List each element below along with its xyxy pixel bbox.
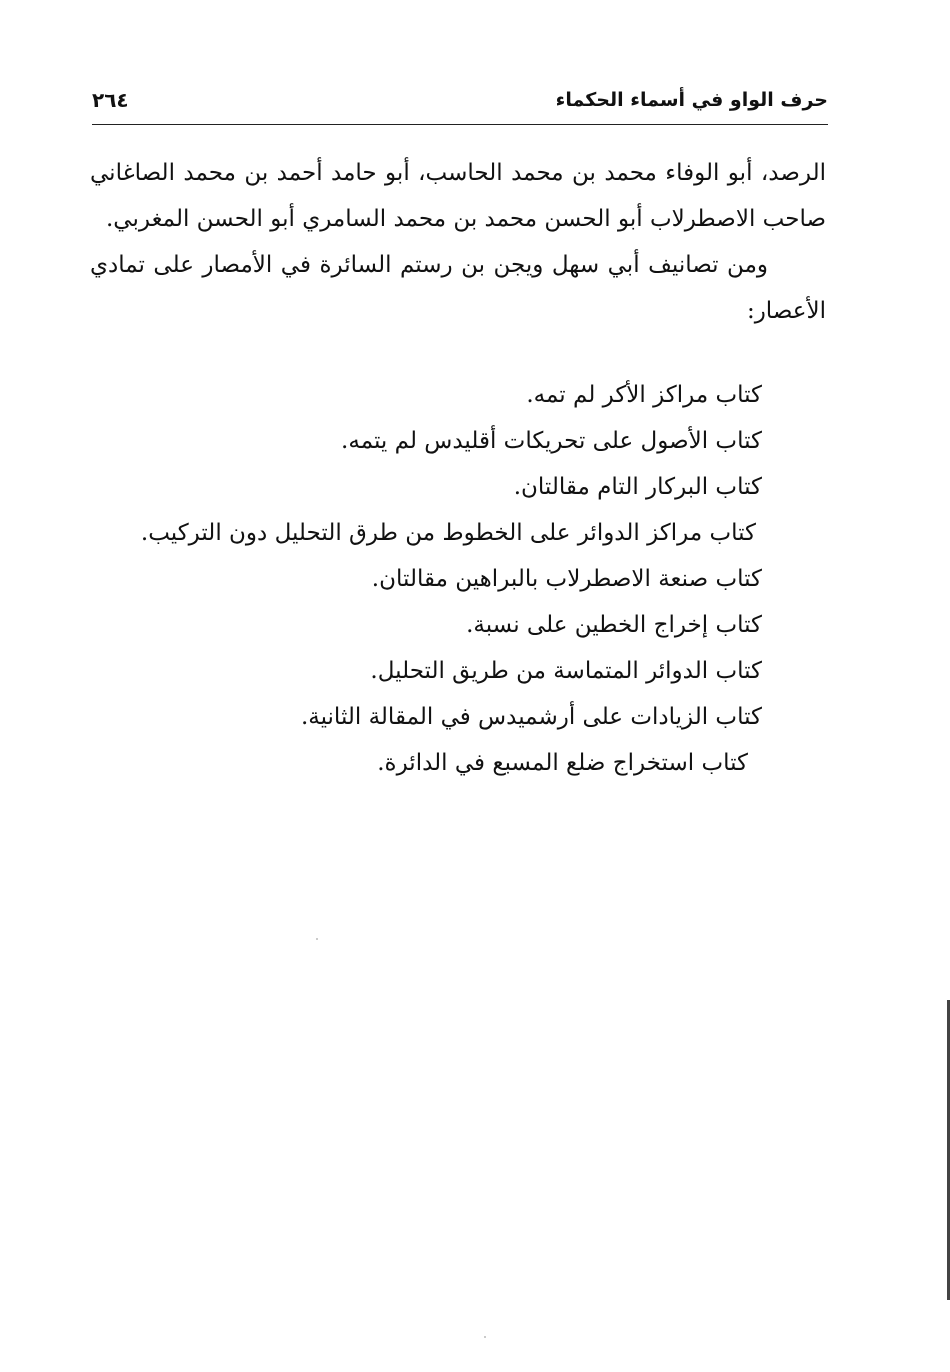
list-item: كتاب صنعة الاصطرلاب بالبراهين مقالتان. (371, 566, 762, 592)
list-item: كتاب استخراج ضلع المسبع في الدائرة. (377, 750, 748, 776)
page-number: ٢٦٤ (92, 88, 129, 112)
paragraph-observers: الرصد، أبو الوفاء محمد بن محمد الحاسب، أبو حامد أحمد بن محمد الصاغاني صاحب الاصطرلاب أبو الحسن محمد بن محمد السامري أبو الحسن المغربي. (90, 160, 826, 232)
paragraph-works-intro: ومن تصانيف أبي سهل ويجن بن رستم السائرة في الأمصار على تمادي الأعصار: (90, 252, 826, 324)
scan-speck (316, 938, 318, 940)
list-item: كتاب الدوائر المتماسة من طريق التحليل. (370, 658, 762, 684)
list-item: كتاب مراكز الأكر لم تمه. (526, 382, 762, 408)
list-item: كتاب الزيادات على أرشميدس في المقالة الثانية. (300, 704, 762, 730)
works-list (90, 372, 762, 786)
scan-speck (484, 1336, 486, 1338)
list-item: كتاب إخراج الخطين على نسبة. (466, 612, 762, 638)
list-item: كتاب الأصول على تحريكات أقليدس لم يتمه. (341, 428, 762, 454)
list-item: كتاب البركار التام مقالتان. (513, 474, 762, 500)
running-header (92, 80, 828, 120)
list-item: كتاب مراكز الدوائر على الخطوط من طرق التحليل دون التركيب. (140, 520, 756, 546)
running-header-title: حرف الواو في أسماء الحكماء (555, 89, 828, 111)
header-divider (92, 124, 828, 125)
body-text (90, 150, 826, 334)
